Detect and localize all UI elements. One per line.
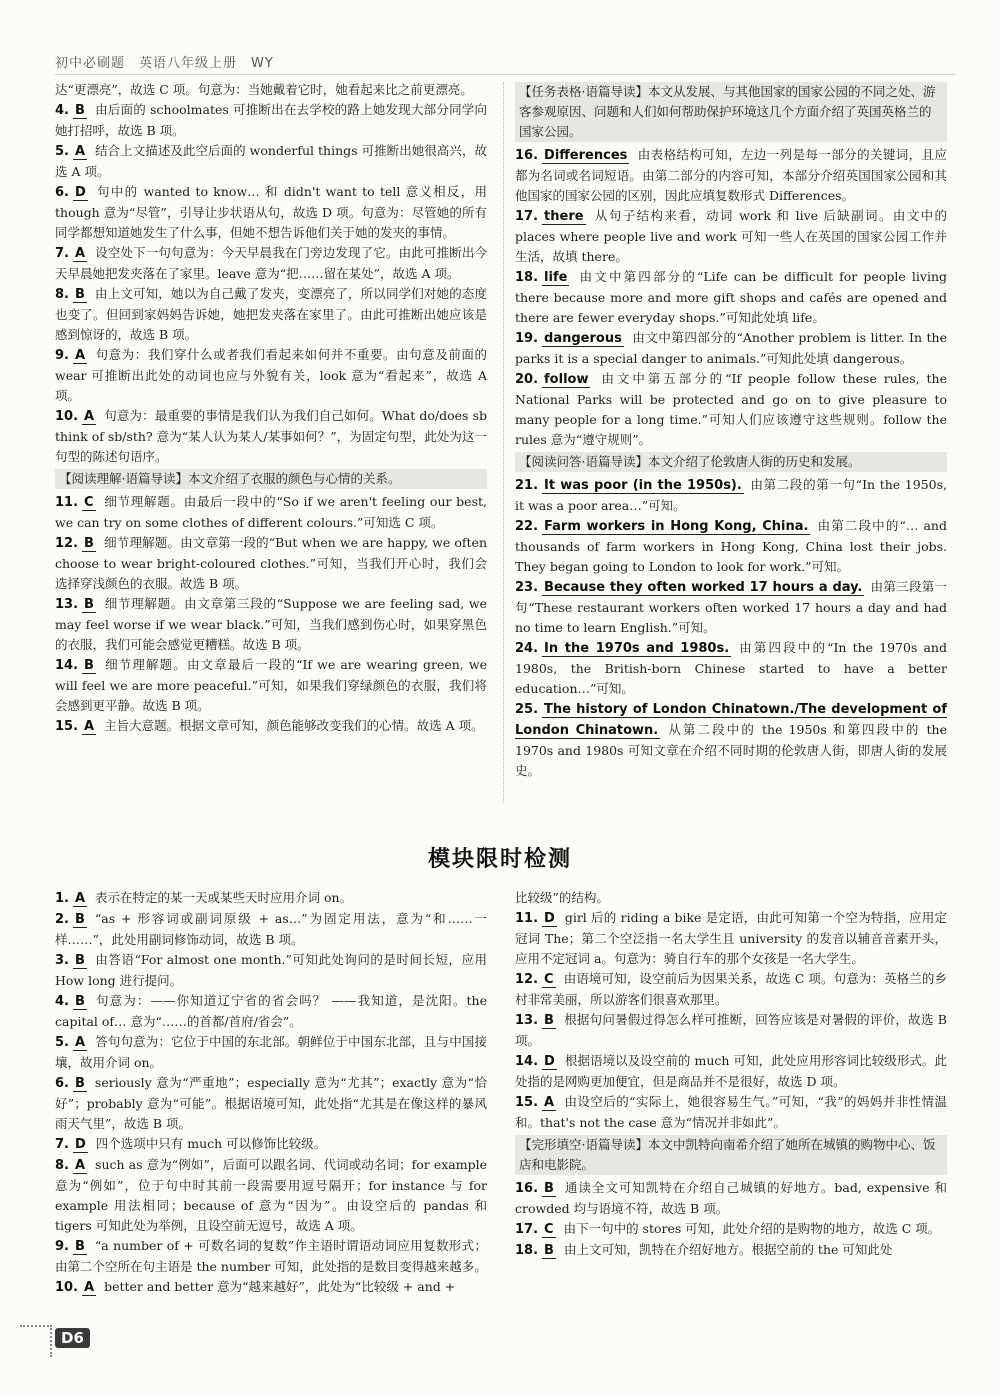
question-number: 7.	[55, 246, 69, 261]
question-number: 17.	[515, 1222, 539, 1237]
explanation-text: 细节理解题。由文章第一段的“But when we are happy, we often choose to wear bright-coloured clothes.”可知，当我们开心时，我们会选择穿浅颜色的衣服。故选 B 项。	[55, 535, 487, 591]
page-header: 初中必刷题 英语八年级上册 WY	[55, 52, 955, 75]
question-number: 9.	[55, 348, 69, 363]
answer-key: It was poor (in the 1950s).	[544, 478, 742, 493]
explanation-text: 由表格结构可知，左边一列是每一部分的关键词，且应都为名词或名词短语。由第二部分的内容可知，本部分介绍英国国家公园和其他国家的国家公园的区别，因此应填复数形式 Differences。	[515, 147, 947, 203]
answer-item	[55, 533, 487, 594]
explanation-text: 由后面的 schoolmates 可推断出在去学校的路上她发现大部分同学向她打招呼，故选 B 项。	[55, 102, 487, 138]
explanation-text: 结合上文描述及此空后面的 wonderful things 可推断出她很高兴，故选 A 项。	[55, 143, 487, 179]
explanation-text: 由第三段第一句“These restaurant workers often worked 17 hours a day and had no time to learn English.”可知。	[515, 579, 947, 635]
answer-key: A	[74, 1158, 86, 1173]
answer-key: B	[74, 953, 85, 968]
explanation-text: 由文中第四部分的“Life can be difficult for people living there because more and more gift shops and cafés are opened and there are fewer everyday shops.”可知此处填 life。	[515, 269, 947, 325]
answer-key: B	[544, 1243, 554, 1258]
explanation-text: 根据语境以及设空前的 much 可知，此处应用形容词比较级形式。此处指的是网购更加便宜，但是商品并不是很好，故选 D 项。	[515, 1053, 947, 1089]
question-number: 25.	[515, 702, 539, 717]
explanation-text: 由答语“For almost one month.”可知此处询问的是时间长短，应用 How long 进行提问。	[55, 952, 487, 988]
answer-key: In the 1970s and 1980s.	[544, 641, 730, 656]
question-number: 3.	[55, 953, 69, 968]
explanation-text: 由设空后的“实际上，她很容易生气。”可知，“我”的妈妈并非性情温和。that's not the case 意为“情况并非如此”。	[515, 1094, 947, 1130]
question-number: 16.	[515, 1181, 539, 1196]
question-number: 4.	[55, 994, 69, 1009]
answer-key: B	[84, 597, 94, 612]
explanation-text: 由下一句中的 stores 可知，此处介绍的是购物的地方，故选 C 项。	[563, 1221, 941, 1236]
answer-key: Because they often worked 17 hours a day.	[544, 580, 863, 595]
explanation-text: such as 意为“例如”，后面可以跟名词、代词或动名词；for example 意为“例如”，位于句中时其前一段需要用逗号隔开；for instance 与 for example 用法相同；because of 意为“因为”。由设空后的 pandas 和 tigers 可知此处为举例，且设空前无逗号，故选 A 项。	[55, 1157, 487, 1233]
answer-item	[55, 991, 487, 1032]
answer-item	[515, 328, 947, 369]
answer-key: B	[74, 1239, 85, 1254]
question-number: 11.	[515, 911, 539, 926]
question-number: 5.	[55, 1035, 69, 1050]
explanation-text: 由语境可知，设空前后为因果关系，故选 C 项。句意为：英格兰的乡村非常美丽，所以游客们很喜欢那里。	[515, 971, 947, 1007]
answer-item	[55, 406, 487, 467]
question-number: 2.	[55, 912, 69, 927]
answer-key: D	[74, 185, 86, 200]
answer-item	[515, 369, 947, 450]
passage-guide: 【完形填空·语篇导读】本文中凯特向南希介绍了她所在城镇的购物中心、饭店和电影院。	[515, 1135, 947, 1175]
answer-item	[515, 1051, 947, 1092]
answer-key: B	[544, 1013, 554, 1028]
corner-decoration	[20, 1325, 52, 1357]
column-1	[55, 80, 487, 737]
explanation-text: 由文中第四部分的“Another problem is litter. In the parks it is a special danger to animals.”可知此处填 dangerous。	[515, 330, 947, 366]
answer-key: B	[74, 287, 85, 302]
explanation-text: 四个选项中只有 much 可以修饰比较级。	[95, 1136, 327, 1151]
column-2	[515, 80, 947, 781]
answer-key: Differences	[544, 148, 628, 163]
question-number: 10.	[55, 409, 79, 424]
question-number: 13.	[55, 597, 79, 612]
answer-item	[55, 716, 487, 737]
answer-item	[515, 1178, 947, 1219]
answer-item	[55, 492, 487, 533]
answer-item	[515, 1240, 947, 1261]
explanation-text: 句意为：最重要的事情是我们认为我们自己如何。What do/does sb think of sb/sth? 意为“某人认为某人/某事如何？”，为固定句型，此处为这一句型的陈述句语序。	[55, 408, 487, 464]
answer-key: C	[84, 495, 94, 510]
explanation-text: better and better 意为“越来越好”，此处为“比较级 + and +	[104, 1279, 456, 1294]
answer-key: B	[74, 994, 85, 1009]
explanation-text: “as + 形容词或副词原级 + as…”为固定用法，意为“和……一样……”，此处用副词修饰动词，故选 B 项。	[55, 911, 487, 947]
explanation-text: seriously 意为“严重地”；especially 意为“尤其”；exactly 意为“恰好”；probably 意为“可能”。根据语境可知，此处指“尤其是在像这样的暴风雨天气里”，故选 B 项。	[55, 1075, 487, 1131]
answer-key: The history of London Chinatown./The development of London Chinatown.	[515, 702, 947, 738]
answer-item	[55, 888, 487, 909]
answer-item	[55, 909, 487, 950]
answer-item	[515, 1219, 947, 1240]
question-number: 11.	[55, 495, 79, 510]
section-title: 模块限时检测	[427, 847, 572, 872]
question-number: 15.	[55, 719, 79, 734]
question-number: 21.	[515, 478, 539, 493]
answer-item	[55, 100, 487, 141]
answer-item	[55, 243, 487, 284]
question-number: 12.	[515, 972, 539, 987]
question-number: 5.	[55, 144, 69, 159]
explanation-text: 主旨大意题。根据文章可知，颜色能够改变我们的心情。故选 A 项。	[104, 718, 484, 733]
answer-key: A	[74, 144, 86, 159]
answer-key: dangerous	[544, 331, 622, 346]
question-number: 8.	[55, 1158, 69, 1173]
explanation-text: “a number of + 可数名词的复数”作主语时谓语动词应用复数形式；由第二个空所在句主语是 the number 可知，此处指的是数目变得越来越多。	[55, 1238, 487, 1274]
question-number: 18.	[515, 270, 539, 285]
answer-key: life	[544, 270, 568, 285]
answer-item	[55, 594, 487, 655]
answer-item	[515, 145, 947, 206]
passage-guide: 【阅读理解·语篇导读】本文介绍了衣服的颜色与心情的关系。	[55, 469, 487, 489]
answer-key: D	[544, 911, 555, 926]
question-number: 15.	[515, 1095, 539, 1110]
answer-item	[515, 1010, 947, 1051]
question-number: 4.	[55, 103, 69, 118]
question-number: 18.	[515, 1243, 539, 1258]
answer-key: D	[74, 1137, 86, 1152]
column-3	[55, 888, 487, 1298]
question-number: 1.	[55, 891, 69, 906]
answer-item	[55, 950, 487, 991]
explanation-text: 句意为：——你知道辽宁省的省会吗？ ——我知道，是沈阳。the capital of… 意为“……的首都/首府/省会”。	[55, 993, 487, 1029]
answer-key: B	[74, 1076, 85, 1091]
answer-key: A	[544, 1095, 555, 1110]
explanation-text: 细节理解题。由最后一段中的“So if we aren't feeling our best, we can try on some clothes of different colours.”可知选 C 项。	[55, 494, 487, 530]
answer-key: A	[74, 1035, 86, 1050]
continued-text: 达“更漂亮”，故选 C 项。句意为：当她戴着它时，她看起来比之前更漂亮。	[55, 82, 473, 97]
explanation-text: 由第二段的第一句“In the 1950s, it was a poor area…”可知。	[515, 477, 947, 513]
answer-item	[55, 1073, 487, 1134]
question-number: 7.	[55, 1137, 69, 1152]
answer-item	[55, 1277, 487, 1298]
explanation-text: 由第二段中的“… and thousands of farm workers in Hong Kong, China lost their jobs. They began going to London to look for work.”可知。	[515, 518, 947, 574]
answer-key: A	[74, 246, 86, 261]
answer-item	[55, 1134, 487, 1155]
explanation-text: 根据句问暑假过得怎么样可推断，回答应该是对暑假的评价，故选 B 项。	[515, 1012, 947, 1048]
answer-key: there	[544, 209, 584, 224]
answer-item	[55, 284, 487, 345]
answer-item	[515, 267, 947, 328]
answer-item	[55, 1032, 487, 1073]
answer-item	[55, 655, 487, 716]
answer-key: B	[84, 536, 94, 551]
answer-item	[55, 345, 487, 406]
question-number: 17.	[515, 209, 539, 224]
answer-item	[515, 638, 947, 699]
explanation-text: 句意为：我们穿什么或者我们看起来如何并不重要。由句意及前面的 wear 可推断出此处的动词也应与外貌有关，look 意为“看起来”，故选 A 项。	[55, 347, 487, 403]
question-number: 10.	[55, 1280, 79, 1295]
answer-item	[515, 516, 947, 577]
question-number: 6.	[55, 1076, 69, 1091]
answer-key: follow	[544, 372, 589, 387]
explanation-text: 表示在特定的某一天或某些天时应用介词 on。	[95, 890, 353, 905]
page-number: D6	[55, 1328, 90, 1348]
question-number: 9.	[55, 1239, 69, 1254]
explanation-text: 由第四段中的“In the 1970s and 1980s, the British-born Chinese started to have a better education…”可知。	[515, 640, 947, 696]
answer-key: A	[74, 348, 86, 363]
answer-key: B	[84, 658, 94, 673]
answer-item	[55, 1155, 487, 1236]
answer-key: B	[74, 103, 85, 118]
question-number: 19.	[515, 331, 539, 346]
answer-key: D	[544, 1054, 555, 1069]
question-number: 23.	[515, 580, 539, 595]
explanation-text: 设空处下一句句意为：今天早晨我在门旁边发现了它。由此可推断出今天早晨她把发夹落在了家里。leave 意为“把……留在某处”，故选 A 项。	[55, 245, 487, 281]
passage-guide: 【任务表格·语篇导读】本文从发展、与其他国家的国家公园的不同之处、游客参观原因、问题和人们如何帮助保护环境这几个方面介绍了英国英格兰的国家公园。	[515, 82, 947, 142]
explanation-text: 通读全文可知凯特在介绍自己城镇的好地方。bad, expensive 和 crowded 均与语境不符，故选 B 项。	[515, 1180, 947, 1216]
answer-key: A	[84, 409, 95, 424]
explanation-text: girl 后的 riding a bike 是定语，由此可知第一个空为特指，应用定冠词 The；第二个空泛指一名大学生且 university 的发音以辅音音素开头，应用不定冠词 a。句意为：骑自行车的那个女孩是一名大学生。	[515, 910, 947, 966]
explanation-text: 从句子结构来看，动词 work 和 live 后缺副词。由文中的 places where people live and work 可知一些人在英国的国家公园工作并生活，故填 there。	[515, 208, 947, 264]
column-4	[515, 888, 947, 1261]
answer-item	[55, 141, 487, 182]
answer-key: B	[74, 912, 85, 927]
explanation-text: 答句句意为：它位于中国的东北部。朝鲜位于中国东北部，且与中国接壤，故用介词 on。	[55, 1034, 487, 1070]
passage-guide: 【阅读问答·语篇导读】本文介绍了伦敦唐人街的历史和发展。	[515, 452, 947, 472]
answer-key: C	[544, 972, 554, 987]
column-divider	[503, 82, 504, 802]
answer-item	[515, 1092, 947, 1133]
explanation-text: 由上文可知，她以为自己戴了发夹，变漂亮了，所以同学们对她的态度也变了。但回到家妈妈告诉她，她把发夹落在家里了。由此可推断出她应该是感到惊讶的，故选 B 项。	[55, 286, 487, 342]
answer-item	[515, 969, 947, 1010]
continued-text: 比较级”的结构。	[515, 890, 609, 905]
answer-item	[55, 1236, 487, 1277]
answer-item	[515, 577, 947, 638]
answer-key: A	[84, 1280, 95, 1295]
explanation-text: 细节理解题。由文章最后一段的“If we are wearing green, we will feel we are more peaceful.”可知，如果我们穿绿颜色的衣服，我们将会感到更平静。故选 B 项。	[55, 657, 487, 713]
question-number: 8.	[55, 287, 69, 302]
answer-key: B	[544, 1181, 554, 1196]
explanation-text: 由文中第五部分的“If people follow these rules, the National Parks will be protected and go on to give pleasure to many people for a long time.”可知人们应该遵守这些规则。follow the rules 意为“遵守规则”。	[515, 371, 947, 447]
answer-item	[55, 182, 487, 243]
answer-item	[515, 475, 947, 516]
answer-key: A	[74, 891, 86, 906]
question-number: 13.	[515, 1013, 539, 1028]
question-number: 14.	[55, 658, 79, 673]
answer-key: C	[544, 1222, 554, 1237]
explanation-text: 细节理解题。由文章第三段的“Suppose we are feeling sad, we may feel worse if we wear black.”可知，当我们感到伤心时，如果穿黑色的衣服，我们可能会感觉更糟糕。故选 B 项。	[55, 596, 487, 652]
question-number: 24.	[515, 641, 539, 656]
answer-key: A	[84, 719, 95, 734]
explanation-text: 句中的 wanted to know… 和 didn't want to tell 意义相反，用 though 意为“尽管”，引导让步状语从句，故选 D 项。句意为：尽管她的所有同学都想知道她发生了什么事，但她不想告诉他们关于她的发夹的事情。	[55, 184, 487, 240]
question-number: 12.	[55, 536, 79, 551]
question-number: 14.	[515, 1054, 539, 1069]
explanation-text: 从第二段中的 the 1950s 和第四段中的 the 1970s and 1980s 可知文章在介绍不同时期的伦敦唐人街，即唐人街的发展史。	[515, 722, 947, 778]
question-number: 16.	[515, 148, 539, 163]
answer-item	[515, 206, 947, 267]
answer-item	[515, 699, 947, 781]
question-number: 22.	[515, 519, 539, 534]
answer-key: Farm workers in Hong Kong, China.	[544, 519, 809, 534]
answer-item	[515, 908, 947, 969]
question-number: 6.	[55, 185, 69, 200]
question-number: 20.	[515, 372, 539, 387]
explanation-text: 由上文可知，凯特在介绍好地方。根据空前的 the 可知此处	[563, 1242, 893, 1257]
